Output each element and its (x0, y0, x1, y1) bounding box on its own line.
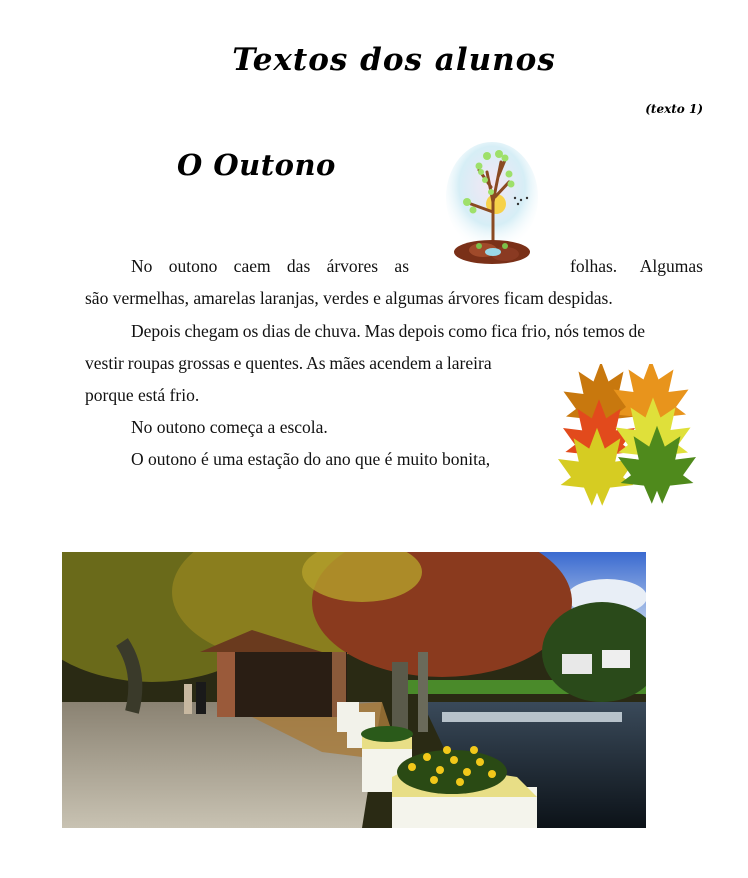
word: árvores (326, 256, 379, 276)
word: No (131, 256, 153, 276)
word: folhas. (570, 256, 618, 276)
word: das (286, 256, 311, 276)
paragraph-4: O outono é uma estação do ano que é muito bonita, (131, 449, 491, 469)
word: Algumas (639, 256, 703, 276)
paragraph-2-line-1: Depois chegam os dias de chuva. Mas depois como fica frio, nós temos de (131, 321, 645, 341)
document-title: Textos dos alunos (232, 42, 556, 78)
text-number-label: (texto 1) (645, 102, 703, 116)
autumn-leaves-icon (553, 364, 708, 506)
paragraph-1-line-1-end (570, 255, 703, 277)
autumn-tree-icon (443, 142, 541, 268)
paragraph-2-line-3: porque está frio. (85, 385, 200, 405)
word: outono (168, 256, 218, 276)
autumn-park-photo (62, 552, 646, 828)
paragraph-3: No outono começa a escola. (131, 417, 328, 437)
paragraph-2-line-2: vestir roupas grossas e quentes. As mães acendem a lareira (85, 353, 492, 373)
word: caem (233, 256, 271, 276)
paragraph-1-line-1-start (131, 255, 409, 277)
story-title: O Outono (177, 148, 336, 182)
word: as (394, 256, 409, 276)
paragraph-1-line-2: são vermelhas, amarelas laranjas, verdes e algumas árvores ficam despidas. (85, 288, 613, 308)
